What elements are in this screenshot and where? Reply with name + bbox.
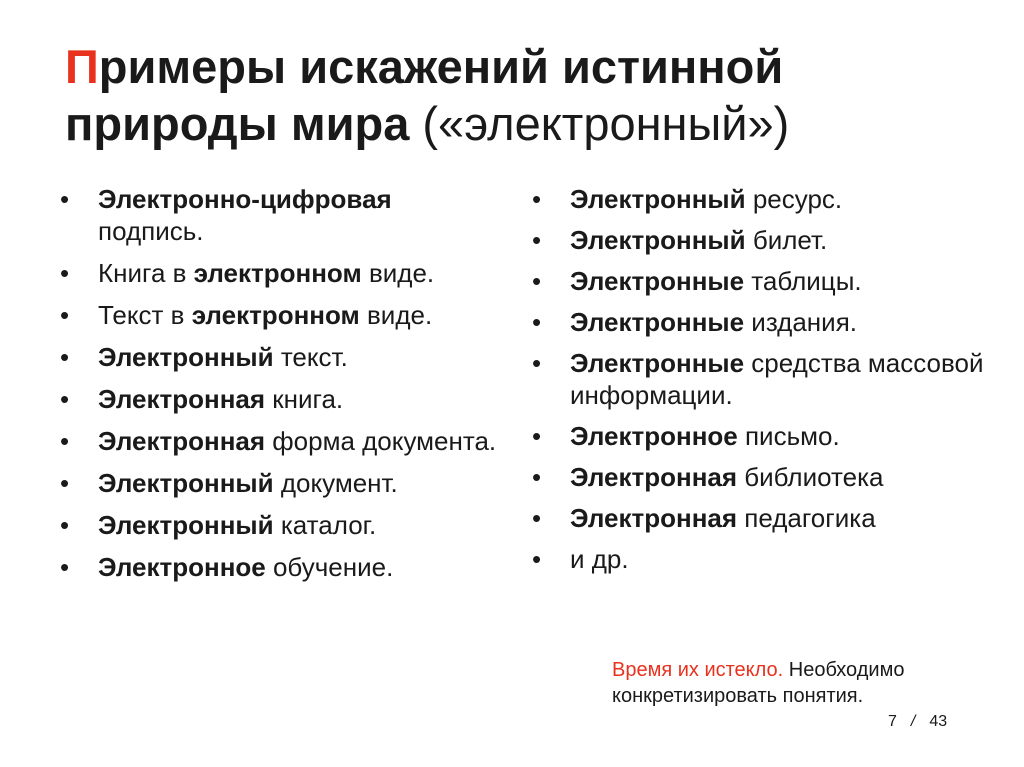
item-bold: Электронный — [570, 225, 746, 255]
item-text: ресурс. — [745, 184, 843, 214]
item-bold: Электронная — [98, 384, 266, 414]
item-bold: Электронные — [570, 348, 745, 378]
list-item — [98, 509, 498, 541]
item-bold: Электронный — [98, 342, 274, 372]
slide-title — [65, 38, 985, 152]
list-item — [570, 420, 990, 452]
list-item — [98, 341, 498, 373]
item-bold: электронном — [191, 300, 360, 330]
list-item — [570, 265, 990, 297]
list-item — [570, 461, 990, 493]
list-item — [98, 383, 498, 415]
item-text: издания. — [744, 307, 857, 337]
title-tail: («электронный») — [409, 97, 790, 150]
item-text: каталог. — [273, 510, 377, 540]
item-bold: Электронно-цифровая — [98, 184, 392, 214]
item-text: виде. — [359, 300, 433, 330]
list-item — [570, 543, 990, 575]
item-text: книга. — [265, 384, 344, 414]
item-text: таблицы. — [744, 266, 862, 296]
item-bold: Электронное — [98, 552, 266, 582]
list-item — [98, 551, 498, 583]
item-bold: Электронная — [570, 503, 738, 533]
list-item — [98, 425, 498, 457]
right-bullet-list — [570, 183, 990, 584]
footnote-text: Необходимо конкретизировать понятия. — [612, 659, 905, 707]
item-text: форма документа. — [265, 426, 497, 456]
footnote — [612, 657, 992, 709]
list-item — [98, 299, 498, 331]
item-text: и др. — [570, 544, 629, 574]
page-current: 7 — [888, 713, 897, 730]
item-bold: Электронное — [570, 421, 738, 451]
item-bold: Электронный — [570, 184, 746, 214]
list-item — [570, 183, 990, 215]
item-text: документ. — [273, 468, 398, 498]
list-item — [98, 257, 498, 289]
item-bold: электронном — [193, 258, 362, 288]
item-bold: Электронная — [570, 462, 738, 492]
item-bold: Электронная — [98, 426, 266, 456]
list-item — [570, 224, 990, 256]
item-text: текст. — [273, 342, 348, 372]
item-text: средства массовой информации. — [570, 348, 984, 410]
list-item — [98, 467, 498, 499]
list-item — [570, 347, 990, 411]
footnote-highlight: Время их истекло. — [612, 659, 784, 681]
left-bullet-list — [98, 183, 498, 593]
page-total: 43 — [929, 713, 948, 730]
item-bold: Электронный — [98, 510, 274, 540]
page-separator: / — [910, 713, 916, 730]
item-text: библиотека — [737, 462, 884, 492]
item-pre: Книга в — [98, 258, 194, 288]
item-bold: Электронный — [98, 468, 274, 498]
item-pre: Текст в — [98, 300, 192, 330]
item-text: обучение. — [265, 552, 394, 582]
item-text: педагогика — [737, 503, 876, 533]
item-text: подпись. — [98, 216, 204, 246]
item-text: письмо. — [737, 421, 840, 451]
item-bold: Электронные — [570, 307, 745, 337]
list-item — [570, 306, 990, 338]
list-item — [570, 502, 990, 534]
title-accent-letter: П — [65, 40, 99, 93]
item-text: виде. — [361, 258, 435, 288]
title-main: римеры искажений истинной природы мира — [65, 40, 784, 150]
item-bold: Электронные — [570, 266, 745, 296]
page-counter — [888, 712, 947, 732]
list-item — [98, 183, 498, 247]
item-text: билет. — [745, 225, 828, 255]
